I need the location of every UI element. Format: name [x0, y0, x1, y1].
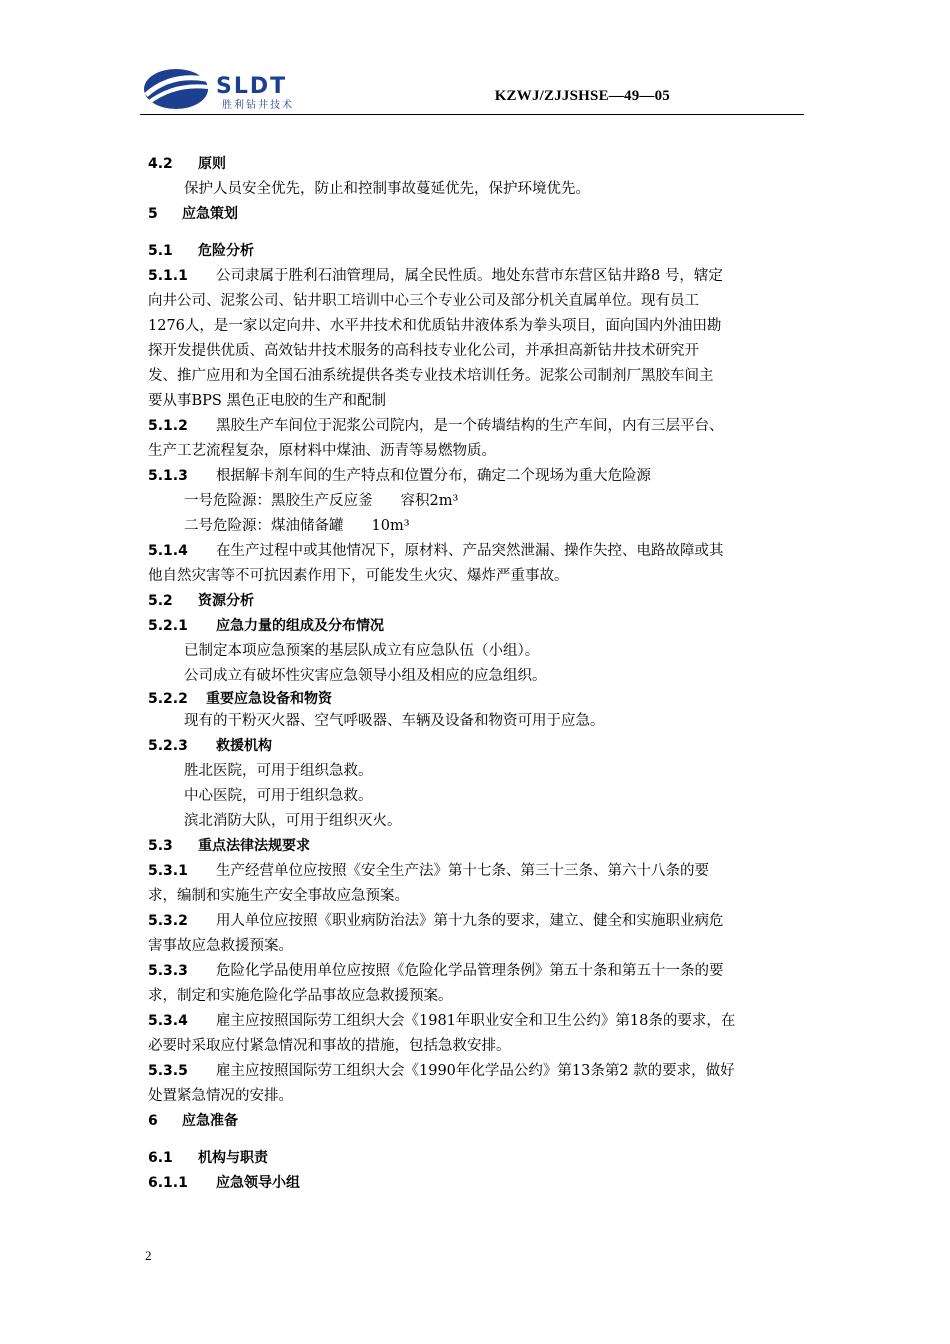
document-code: KZWJ/ZJJSHSE—49—05 — [494, 88, 670, 104]
hazard-source-2: 二号危险源：煤油储备罐 10m³ — [184, 518, 410, 534]
document-body — [148, 152, 804, 1196]
clause-5-1-2: 5.1.2 黑胶生产车间位于泥浆公司院内，是一个砖墙结构的生产车间，内有三层平台、 生产工艺流程复杂，原材料中煤油、沥青等易燃物质。 — [148, 418, 724, 459]
clause-5-3-1: 5.3.1 生产经营单位应按照《安全生产法》第十七条、第三十三条、第六十八条的要 求，编制和实施生产安全事故应急预案。 — [148, 863, 709, 904]
heading-5: 5 应急策划 — [148, 206, 238, 222]
clause-5-3-4: 5.3.4 雇主应按照国际劳工组织大会《1981年职业安全和卫生公约》第18条的要求，在 必要时采取应付紧急情况和事故的措施，包括急救安排。 — [148, 1013, 736, 1054]
clause-5-2-2: 5.2.2 重要应急设备和物资 现有的干粉灭火器、空气呼吸器、车辆及设备和物资可用于应急。 — [148, 691, 605, 729]
clause-5-3-3: 5.3.3 危险化学品使用单位应按照《危险化学品管理条例》第五十条和第五十一条的要 求，制定和实施危险化学品事故应急救援预案。 — [148, 963, 724, 1004]
clause-5-1-3: 5.1.3 根据解卡剂车间的生产特点和位置分布，确定二个现场为重大危险源 一号危险源：黑胶生产反应釜 容积2m³ 二号危险源：煤油储备罐 10m³ — [148, 464, 804, 539]
clause-5-2-3: 5.2.3 救援机构 胜北医院，可用于组织急救。 中心医院，可用于组织急救。 滨北消防大队，可用于组织灭火。 — [148, 738, 402, 829]
sldt-logo — [140, 65, 350, 113]
heading-5-3: 5.3 重点法律法规要求 — [148, 838, 310, 854]
logo-subtext: 胜利钻井技术 — [222, 100, 294, 111]
paragraph-4-2: 保护人员安全优先，防止和控制事故蔓延优先，保护环境优先。 — [184, 181, 590, 197]
heading-6-1-1: 6.1.1 应急领导小组 — [148, 1175, 300, 1191]
heading-6-1: 6.1 机构与职责 — [148, 1150, 268, 1166]
page-header — [140, 60, 804, 116]
heading-6: 6 应急准备 — [148, 1113, 238, 1129]
hazard-source-1: 一号危险源：黑胶生产反应釜 容积2m³ — [184, 493, 459, 509]
heading-5-2: 5.2 资源分析 — [148, 593, 254, 609]
logo-text: SLDT — [216, 74, 288, 99]
clause-5-1-1: 5.1.1 公司隶属于胜利石油管理局，属全民性质。地处东营市东营区钻井路8 号，辖定 向井公司、泥浆公司、钻井职工培训中心三个专业公司及部分机关直属单位。现有员工 1276人，是一家以定向井、水平井技术和优质钻井液体系为拳头项目，面向国内外油田勘 探开发提供优质、高效钻井技术服务的高科技专业化公司，并承担高新钻井技术研究开 发、推广应用和为全国石油系统提供各类专业技术培训任务。泥浆公司制剂厂黑胶车间主 要从事BPS 黑色正电胶的生产和配制 — [148, 268, 723, 409]
heading-4-2: 4.2 原则 — [148, 156, 226, 172]
header-rule — [140, 114, 804, 115]
clause-5-1-4: 5.1.4 在生产过程中或其他情况下，原材料、产品突然泄漏、操作失控、电路故障或其 他自然灾害等不可抗因素作用下，可能发生火灾、爆炸严重事故。 — [148, 543, 724, 584]
clause-5-3-5: 5.3.5 雇主应按照国际劳工组织大会《1990年化学品公约》第13条第2 款的要求，做好 处置紧急情况的安排。 — [148, 1063, 735, 1104]
heading-5-1: 5.1 危险分析 — [148, 243, 254, 259]
clause-5-2-1: 5.2.1 应急力量的组成及分布情况 已制定本项应急预案的基层队成立有应急队伍（小组）。 公司成立有破坏性灾害应急领导小组及相应的应急组织。 — [148, 618, 547, 684]
clause-5-3-2: 5.3.2 用人单位应按照《职业病防治法》第十九条的要求，建立、健全和实施职业病危 害事故应急救援预案。 — [148, 913, 724, 954]
page-number: 2 — [145, 1248, 152, 1263]
